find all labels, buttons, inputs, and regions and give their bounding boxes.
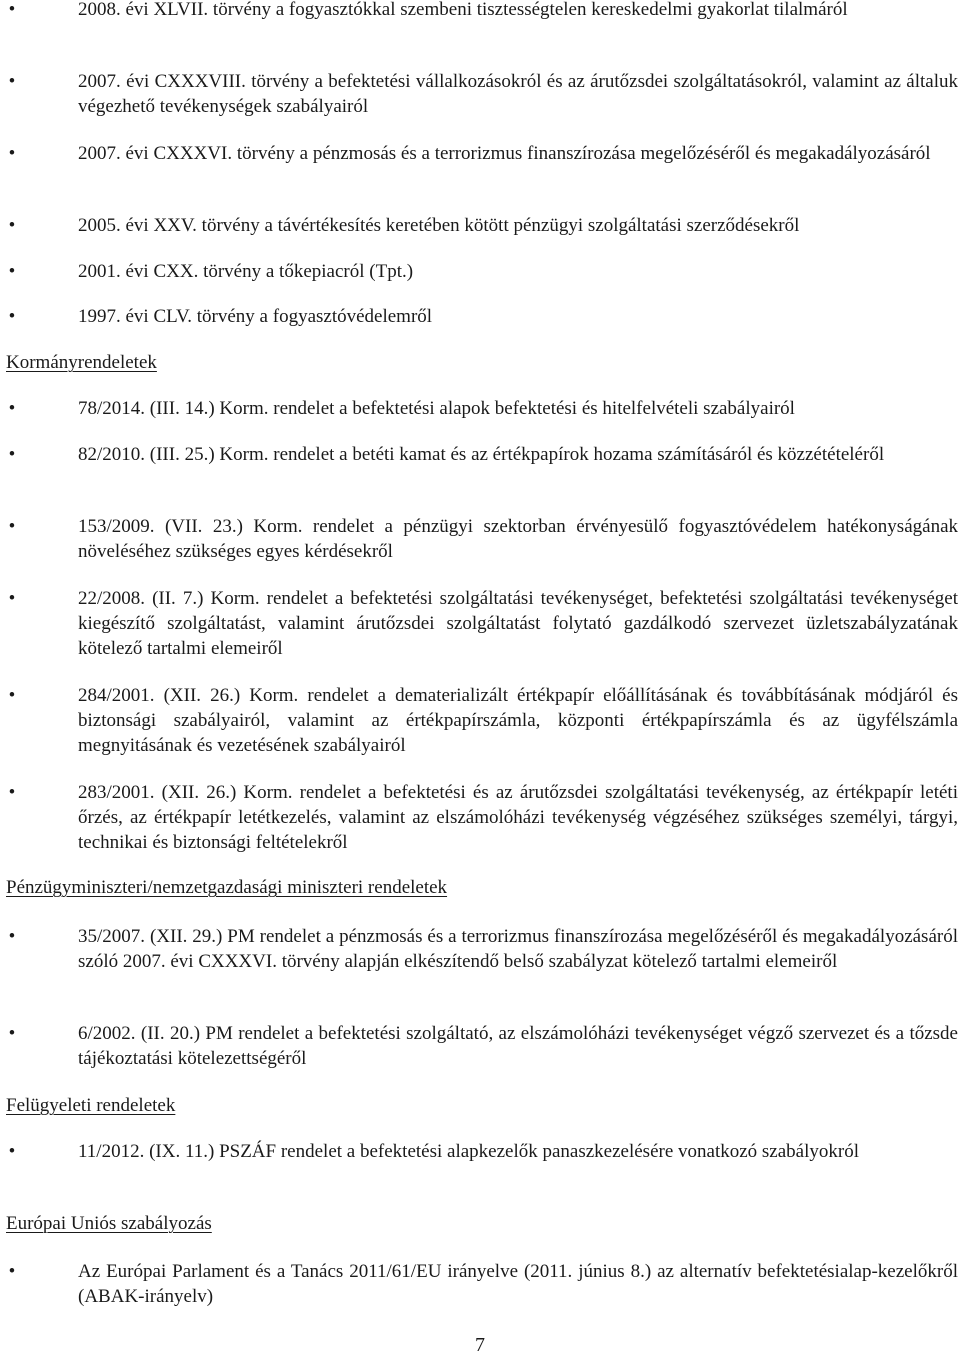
- list-item: [8, 213, 958, 238]
- list-item: [8, 0, 958, 22]
- list-item: [8, 780, 958, 855]
- list-item-text: 2005. évi XXV. törvény a távértékesítés keretében kötött pénzügyi szolgáltatási szerződésekről: [78, 215, 800, 236]
- list-item-text: 2007. évi CXXXVI. törvény a pénzmosás és a terrorizmus finanszírozása megelőzéséről és megakadályozásáról: [78, 143, 931, 164]
- bullet-icon: •: [8, 306, 16, 327]
- list-item: [8, 1021, 958, 1071]
- list-item-text: 11/2012. (IX. 11.) PSZÁF rendelet a befektetési alapkezelők panaszkezelésére vonatkozó szabályokról: [78, 1141, 859, 1162]
- bullet-icon: •: [8, 782, 16, 803]
- list-item: [8, 442, 958, 467]
- bullet-icon: •: [8, 215, 16, 236]
- list-item-text: 1997. évi CLV. törvény a fogyasztóvédelemről: [78, 306, 433, 327]
- list-item: [8, 1139, 958, 1164]
- bullet-icon: •: [8, 926, 16, 947]
- list-item-text: Az Európai Parlament és a Tanács 2011/61/EU irányelve (2011. június 8.) az alternatív befektetésialap-kezelőkről (ABAK-irányelv): [78, 1261, 958, 1307]
- list-item-text: 35/2007. (XII. 29.) PM rendelet a pénzmosás és a terrorizmus finanszírozása megelőzéséről és megakadályozásáról szóló 2007. évi CXXXVI. törvény alapján elkészítendő belső szabályzat kötelező tartalmi elemeiről: [78, 926, 958, 972]
- list-item-text: 82/2010. (III. 25.) Korm. rendelet a betéti kamat és az értékpapírok hozama számításáról és közzétételéről: [78, 444, 885, 465]
- bullet-icon: •: [8, 1261, 16, 1282]
- list-item: [8, 683, 958, 758]
- list-item-text: 2007. évi CXXXVIII. törvény a befektetési vállalkozásokról és az árutőzsdei szolgáltatásokról, valamint az általuk végezhető tevékenységek szabályairól: [78, 71, 958, 117]
- bullet-icon: •: [8, 71, 16, 92]
- list-item-text: 284/2001. (XII. 26.) Korm. rendelet a dematerializált értékpapír előállításának és továbbításának módjáról és biztonsági szabályairól, valamint az értékpapírszámla, központi értékpapírszámla és az ügyfélszámla megnyitásának és vezetésének szabályairól: [78, 685, 958, 756]
- section-heading-government-decrees: Kormányrendeletek: [6, 352, 157, 373]
- bullet-icon: •: [8, 685, 16, 706]
- bullet-icon: •: [8, 261, 16, 282]
- list-item: [8, 69, 958, 119]
- list-item-text: 153/2009. (VII. 23.) Korm. rendelet a pénzügyi szektorban érvényesülő fogyasztóvédelem hatékonyságának növeléséhez szükséges egyes kérdésekről: [78, 516, 958, 562]
- list-item: [8, 1259, 958, 1309]
- bullet-icon: •: [8, 588, 16, 609]
- list-item-text: 6/2002. (II. 20.) PM rendelet a befektetési szolgáltató, az elszámolóházi tevékenységet végző szervezet és a tőzsde tájékoztatási kötelezettségéről: [78, 1023, 958, 1069]
- bullet-icon: •: [8, 1023, 16, 1044]
- page-number: 7: [475, 1334, 485, 1356]
- bullet-icon: •: [8, 444, 16, 465]
- bullet-icon: •: [8, 0, 16, 20]
- list-item-text: 22/2008. (II. 7.) Korm. rendelet a befektetési szolgáltatási tevékenységet, befektetési szolgáltatási tevékenységet kiegészítő szolgáltatást, valamint árutőzsdei szolgáltatást folytató gazdálkodó szervezet üzletszabályzatának kötelező tartalmi elemeiről: [78, 588, 958, 659]
- list-item: [8, 586, 958, 661]
- bullet-icon: •: [8, 1141, 16, 1162]
- list-item: [8, 259, 958, 284]
- bullet-icon: •: [8, 398, 16, 419]
- section-heading-supervisory-decrees: Felügyeleti rendeletek: [6, 1095, 176, 1116]
- list-item-text: 283/2001. (XII. 26.) Korm. rendelet a befektetési és az árutőzsdei szolgáltatási tevékenység, az értékpapír letéti őrzés, az értékpapír letétkezelés, valamint az elszámolóházi tevékenység végzéséhez szükséges személyi, tárgyi, technikai és biztonsági feltételekről: [78, 782, 958, 853]
- section-heading-ministerial-decrees: Pénzügyminiszteri/nemzetgazdasági miniszteri rendeletek: [6, 877, 448, 898]
- list-item-text: 2008. évi XLVII. törvény a fogyasztókkal szembeni tisztességtelen kereskedelmi gyakorlat tilalmáról: [78, 0, 848, 20]
- section-heading-eu-regulation: Európai Uniós szabályozás: [6, 1213, 212, 1234]
- list-item: [8, 141, 958, 166]
- list-item-text: 78/2014. (III. 14.) Korm. rendelet a befektetési alapok befektetési és hitelfelvételi szabályairól: [78, 398, 795, 419]
- bullet-icon: •: [8, 516, 16, 537]
- list-item-text: 2001. évi CXX. törvény a tőkepiacról (Tpt.): [78, 261, 414, 282]
- list-item: [8, 304, 958, 329]
- list-item: [8, 514, 958, 564]
- list-item: [8, 396, 958, 421]
- list-item: [8, 924, 958, 974]
- bullet-icon: •: [8, 143, 16, 164]
